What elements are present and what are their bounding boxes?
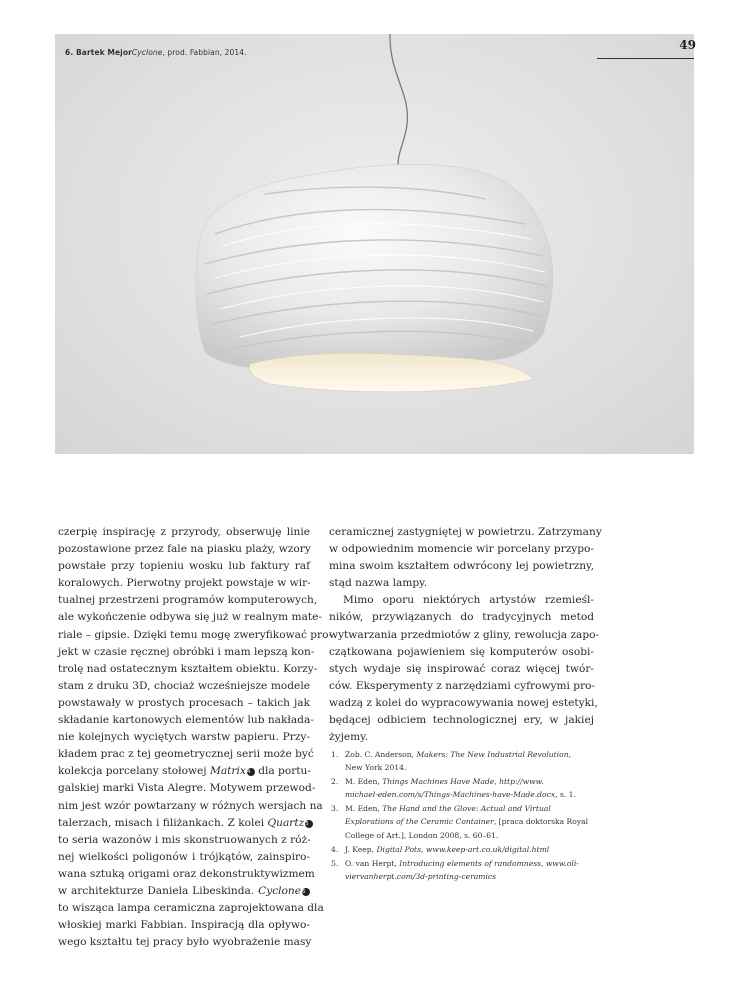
text-line — [329, 524, 602, 541]
right-text-column — [329, 524, 602, 746]
cyclone-lamp-illustration — [55, 34, 694, 454]
text-line — [329, 575, 594, 592]
footnote — [329, 843, 599, 856]
text-line — [329, 712, 594, 729]
text-run: nim jest wzór powtarzany w różnych wersjach na — [58, 799, 323, 812]
text-line — [58, 900, 324, 917]
text-run: w odpowiednim momencie wir porcelany przypo- — [329, 543, 594, 556]
italic-text: Introducing elements of randomness — [399, 858, 541, 868]
text-line — [58, 763, 310, 780]
italic-text: viervanherpt.com/3d-printing-ceramics — [345, 871, 497, 881]
caption-author: 6. Bartek Mejor — [65, 48, 132, 57]
text-run: powstałe przy topieniu wosku lub faktury raf — [58, 560, 310, 573]
footnote-number: 2. — [331, 777, 339, 787]
footnote-line — [345, 843, 599, 856]
left-text-column — [58, 524, 333, 951]
text-run: trolę nad ostatecznym kształtem obiektu. Korzy- — [58, 662, 318, 675]
text-run: jekt w czasie ręcznej obróbki i mam lepszą kon- — [58, 645, 315, 658]
text-run: , — [421, 844, 426, 854]
text-run: New York 2014. — [345, 763, 407, 773]
text-line — [58, 661, 318, 678]
footnote — [329, 775, 599, 801]
page-number: 49 — [679, 38, 696, 52]
text-line — [58, 798, 323, 815]
footnote-line — [345, 748, 599, 761]
text-line — [329, 644, 594, 661]
text-line — [58, 815, 310, 832]
text-line — [58, 695, 310, 712]
text-run: ców. Eksperymenty z narzędziami cyfrowymi pro- — [329, 679, 596, 692]
text-run: czątkowana pojawieniem się komputerów osobi- — [329, 645, 594, 658]
italic-text: www.oli- — [545, 858, 579, 868]
text-run: M. Eden, — [345, 777, 383, 787]
text-line — [58, 575, 310, 592]
text-run: koralowych. Pierwotny projekt powstaje w wir- — [58, 577, 311, 590]
text-run: powstawały w prostych procesach – takich jak — [58, 696, 310, 709]
text-run: w architekturze Daniela Libeskinda. — [58, 884, 259, 897]
text-run: będącej odbiciem technologicznej ery, w jakiej — [329, 714, 594, 727]
italic-text: Quartz — [267, 816, 305, 829]
italic-text: Cyclone — [258, 884, 301, 897]
footnote-line — [345, 775, 599, 788]
footnote-marker: 4 — [247, 768, 255, 776]
text-line — [58, 524, 310, 541]
text-run: , [praca doktorska Royal — [493, 817, 589, 827]
italic-text: Explorations of the Ceramic Container — [345, 817, 494, 827]
text-line — [58, 627, 333, 644]
text-line — [329, 661, 594, 678]
footnote — [329, 857, 599, 883]
text-run: , s. 1. — [555, 790, 576, 800]
text-run: , — [568, 750, 572, 759]
text-line — [58, 883, 310, 900]
text-run: riale – gipsie. Dzięki temu mogę zweryfikować pro- — [58, 628, 333, 641]
text-run: ale wykończenie odbywa się już w realnym mate- — [58, 611, 323, 624]
text-run: O. van Herpt, — [345, 858, 400, 868]
text-line — [329, 695, 598, 712]
text-run: stam z druku 3D, chociaż wcześniejsze modele — [58, 679, 310, 692]
footnote-number: 5. — [331, 858, 339, 868]
italic-text: michael-eden.com/s/Things-Machines-have-Made.docx — [345, 790, 556, 800]
text-line — [58, 678, 310, 695]
footnote-line — [345, 815, 599, 828]
text-line — [329, 678, 594, 695]
lamp-photo — [55, 34, 694, 454]
text-run: ceramicznej zastygniętej w powietrzu. Zatrzymany — [329, 526, 602, 538]
text-line — [329, 558, 594, 575]
footnote — [329, 802, 599, 841]
paragraph — [329, 524, 602, 592]
footnote — [329, 748, 599, 774]
text-line — [329, 627, 600, 644]
paragraph — [329, 592, 600, 746]
text-run: wego kształtu tej pracy było wyobrażenie masy — [58, 936, 312, 949]
footnote-line — [345, 802, 599, 815]
italic-text: The Hand and the Glove: Actual and Virtual — [382, 804, 551, 814]
text-line — [58, 934, 310, 951]
text-line — [58, 780, 316, 797]
text-run: J. Keep, — [345, 844, 377, 854]
footnote-marker: 5 — [305, 820, 313, 828]
text-line — [58, 729, 310, 746]
text-line — [329, 592, 594, 609]
text-line — [329, 541, 594, 558]
text-run: talerzach, misach i filiżankach. Z kolei — [58, 816, 268, 829]
footnotes-list — [329, 748, 599, 884]
text-run: żyjemy. — [329, 731, 369, 744]
text-run: składanie kartonowych elementów lub nakłada- — [58, 714, 314, 727]
text-line — [58, 644, 315, 661]
text-run: ników, przywiązanych do tradycyjnych metod — [329, 611, 594, 624]
text-run: galskiej marki Vista Alegre. Motywem przewod- — [58, 782, 316, 795]
text-run: kładem prac z tej geometrycznej serii może być — [58, 748, 314, 761]
page-number-rule — [597, 58, 694, 59]
text-line — [58, 541, 310, 558]
text-run: dla portu- — [254, 765, 311, 778]
text-run: nej wielkości poligonów i trójkątów, zainspiro- — [58, 850, 310, 863]
text-line — [58, 609, 323, 626]
text-run: , — [540, 858, 546, 868]
text-line — [58, 866, 315, 883]
footnote-line — [345, 857, 599, 870]
text-run: stąd nazwa lampy. — [329, 577, 428, 590]
text-line — [58, 712, 314, 729]
text-run: wana sztuką origami oraz dekonstruktywizmem — [58, 867, 315, 880]
text-run: tualnej przestrzeni programów komputerowych, — [58, 594, 318, 607]
text-run: College of Art.], London 2008, s. 60–61. — [345, 830, 499, 840]
text-run: to seria wazonów i mis skonstruowanych z róż- — [58, 833, 311, 846]
footnote-line — [345, 788, 599, 801]
caption-details: , prod. Fabbian, 2014. — [162, 48, 247, 57]
text-run: włoskiej marki Fabbian. Inspiracją dla opływo- — [58, 919, 310, 932]
text-run: stych wydaje się inspirować coraz więcej twór- — [329, 662, 594, 675]
footnote-number: 1. — [331, 750, 339, 759]
footnote-line — [345, 829, 599, 842]
text-line — [58, 592, 318, 609]
footnote-line — [345, 761, 599, 774]
text-run: to wisząca lampa ceramiczna zaprojektowana dla — [58, 902, 324, 915]
caption-work-title: Cyclone — [131, 48, 163, 57]
text-line — [329, 729, 594, 746]
text-line — [58, 849, 310, 866]
text-run: mina swoim kształtem odwrócony lej powietrzny, — [329, 560, 594, 573]
italic-text: http://www. — [499, 777, 544, 787]
text-line — [58, 832, 310, 849]
text-run: M. Eden, — [345, 804, 383, 814]
text-line — [58, 746, 314, 763]
text-run: kolekcja porcelany stołowej — [58, 765, 210, 778]
text-run: czerpię inspirację z przyrody, obserwuję linie — [58, 526, 310, 538]
text-run: pozostawione przez fale na piasku plaży, wzory — [58, 543, 311, 556]
photo-caption — [65, 48, 247, 57]
text-line — [58, 558, 310, 575]
text-run: Mimo oporu niektórych artystów rzemieśl- — [343, 594, 594, 607]
text-run: nie kolejnych wyciętych warstw papieru. Przy- — [58, 731, 310, 744]
text-run: wytwarzania przedmiotów z gliny, rewolucja zapo- — [329, 628, 600, 641]
footnote-line — [345, 870, 599, 883]
text-line — [329, 609, 594, 626]
text-run: wadzą z kolei do wypracowywania nowej estetyki, — [329, 696, 598, 709]
footnote-marker: 6 — [302, 888, 310, 896]
text-line — [58, 917, 310, 934]
italic-text: Digital Pots — [376, 844, 421, 854]
footnote-number: 4. — [331, 844, 339, 854]
text-run: , — [494, 777, 500, 787]
footnote-number: 3. — [331, 804, 339, 814]
italic-text: www.keep-art.co.uk/digital.html — [425, 844, 550, 854]
italic-text: Things Machines Have Made — [382, 777, 495, 787]
italic-text: Matrix — [209, 765, 246, 778]
italic-text: Makers: The New Industrial Revolution — [416, 750, 569, 759]
text-run: Zob. C. Anderson, — [345, 750, 417, 759]
